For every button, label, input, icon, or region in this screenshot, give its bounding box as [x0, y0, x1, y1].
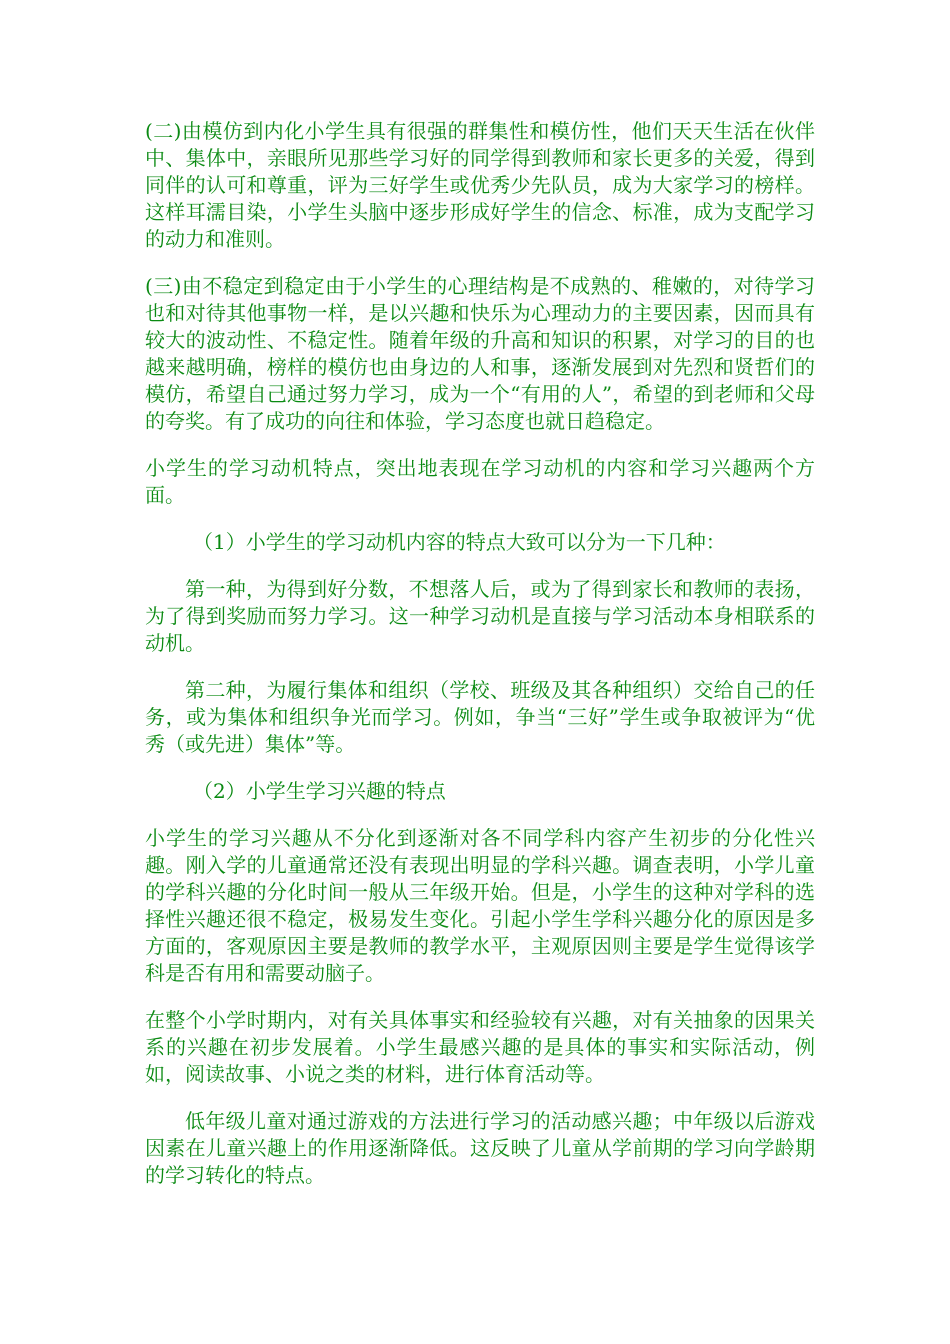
paragraph-second-type: 第二种，为履行集体和组织（学校、班级及其各种组织）交给自己的任务，或为集体和组织争光而学习。例如，争当“三好”学生或争取被评为“优秀（或先进）集体”等。 — [145, 678, 815, 756]
paragraph-game-interest: 低年级儿童对通过游戏的方法进行学习的活动感兴趣；中年级以后游戏因素在儿童兴趣上的作用逐渐降低。这反映了儿童从学前期的学习向学龄期的学习转化的特点。 — [145, 1109, 815, 1187]
paragraph-first-type: 第一种，为得到好分数，不想落人后，或为了得到家长和教师的表扬，为了得到奖励而努力学习。这一种学习动机是直接与学习活动本身相联系的动机。 — [145, 577, 815, 655]
paragraph-interest-differentiation: 小学生的学习兴趣从不分化到逐渐对各不同学科内容产生初步的分化性兴趣。刚入学的儿童通常还没有表现出明显的学科兴趣。调查表明，小学儿童的学科兴趣的分化时间一般从三年级开始。但是，小学生的这种对学科的选择性兴趣还很不稳定，极易发生变化。引起小学生学科兴趣分化的原因是多方面的，客观原因主要是教师的教学水平，主观原因则主要是学生觉得该学科是否有用和需要动脑子。 — [145, 826, 815, 985]
paragraph-unstable-to-stable: (三)由不稳定到稳定由于小学生的心理结构是不成熟的、稚嫩的，对待学习也和对待其他事物一样，是以兴趣和快乐为心理动力的主要因素，因而具有较大的波动性、不稳定性。随着年级的升高和知识的积累，对学习的目的也越来越明确，榜样的模仿也由身边的人和事，逐渐发展到对先烈和贤哲们的模仿，希望自己通过努力学习，成为一个“有用的人”，希望的到老师和父母的夸奖。有了成功的向往和体验，学习态度也就日趋稳定。 — [145, 274, 815, 433]
document-page — [145, 118, 815, 1209]
heading-interest-features: （2）小学生学习兴趣的特点 — [193, 779, 446, 803]
paragraph-motivation-features-intro: 小学生的学习动机特点，突出地表现在学习动机的内容和学习兴趣两个方面。 — [145, 456, 815, 507]
heading-motivation-content: （1）小学生的学习动机内容的特点大致可以分为一下几种： — [193, 530, 726, 554]
paragraph-imitation-to-internalization: (二)由模仿到内化小学生具有很强的群集性和模仿性，他们天天生活在伙伴中、集体中，亲眼所见那些学习好的同学得到教师和家长更多的关爱，得到同伴的认可和尊重，评为三好学生或优秀少先队员，成为大家学习的榜样。这样耳濡目染，小学生头脑中逐步形成好学生的信念、标准，成为支配学习的动力和准则。 — [145, 119, 815, 251]
paragraph-concrete-interest: 在整个小学时期内，对有关具体事实和经验较有兴趣，对有关抽象的因果关系的兴趣在初步发展着。小学生最感兴趣的是具体的事实和实际活动，例如，阅读故事、小说之类的材料，进行体育活动等。 — [145, 1008, 815, 1086]
